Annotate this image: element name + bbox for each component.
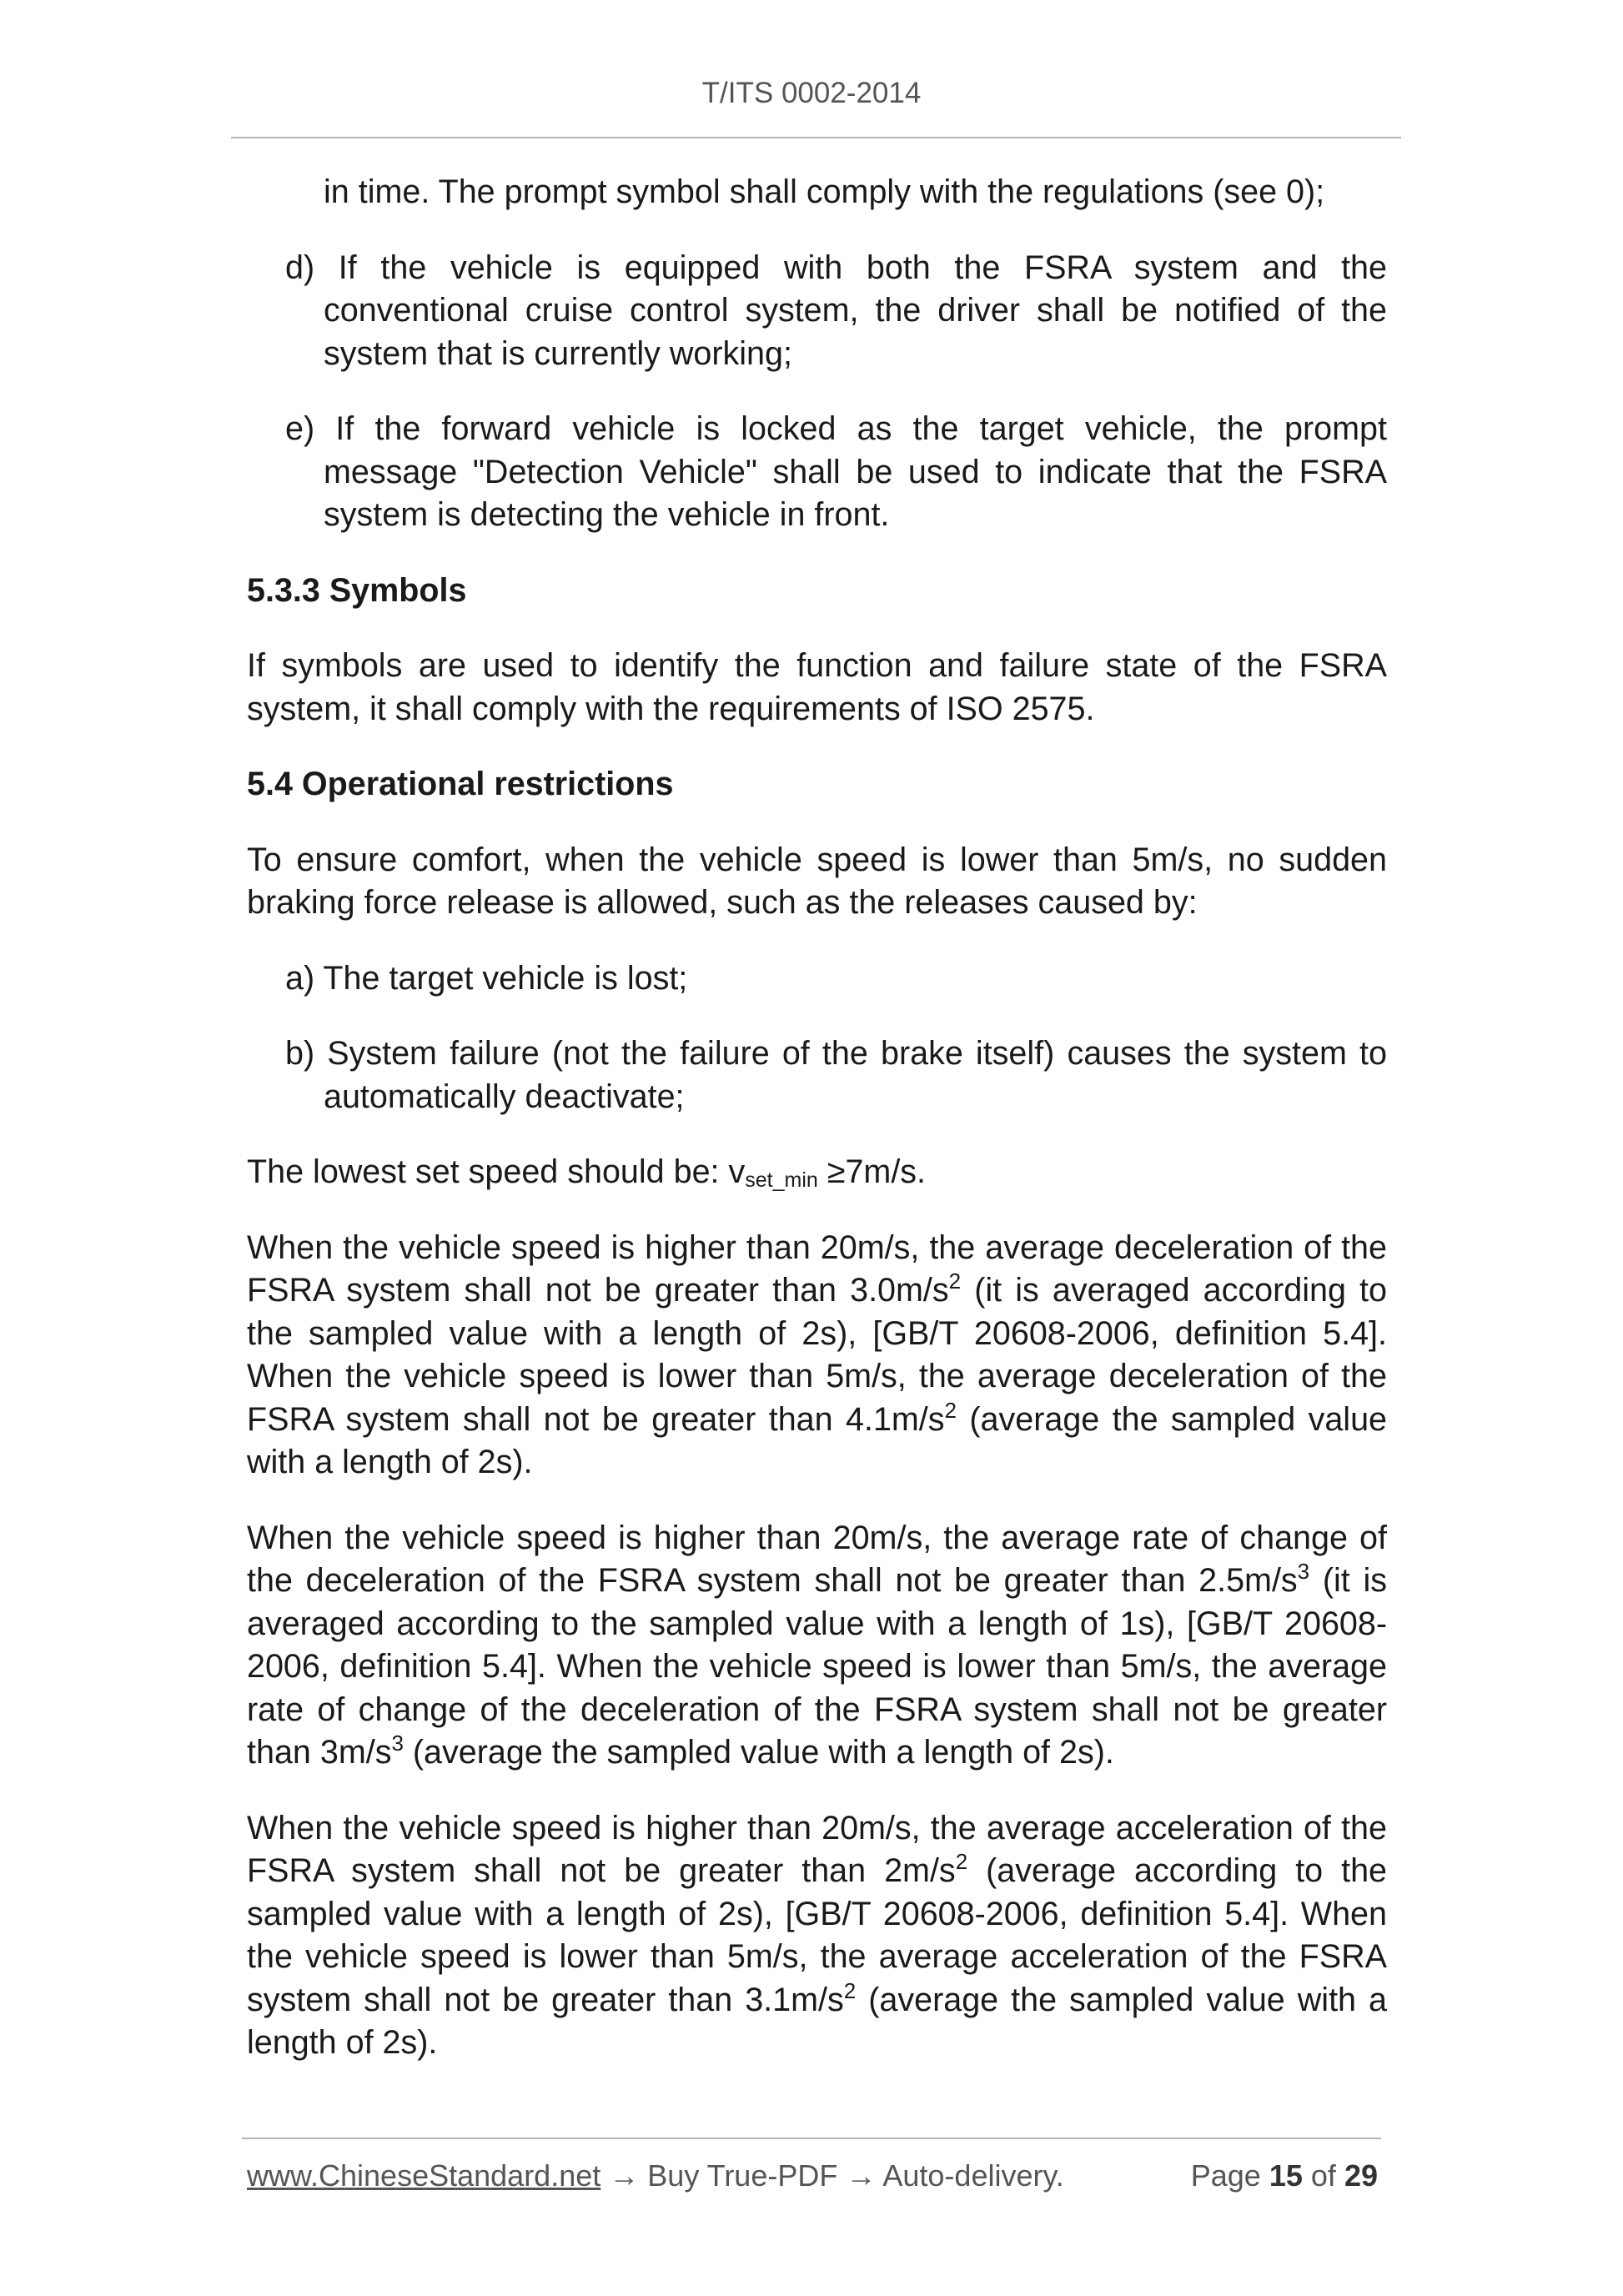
list-item-d: d) If the vehicle is equipped with both the FSRA system and the conventional cruise control system, the driver shall be notified of the system that is currently working;	[285, 249, 1387, 372]
list-item-e: e) If the forward vehicle is locked as the target vehicle, the prompt message "Detection Vehicle" shall be used to indicate that the FSRA system is detecting the vehicle in front.	[285, 410, 1387, 533]
list-item-b: b) System failure (not the failure of the brake itself) causes the system to automatically deactivate;	[285, 1035, 1387, 1115]
total-pages: 29	[1344, 2158, 1378, 2193]
rate-exponent-1: 3	[1297, 1559, 1310, 1584]
arrow-icon: →	[609, 2158, 640, 2193]
paragraph-lowest-speed	[247, 1151, 1387, 1194]
of-label: of	[1310, 2158, 1336, 2193]
section-heading-5-4: 5.4 Operational restrictions	[247, 766, 674, 802]
decel-exponent-2: 2	[944, 1397, 957, 1423]
document-header: T/ITS 0002-2014	[701, 77, 922, 109]
footer-divider	[242, 2138, 1381, 2139]
page-content	[247, 171, 1387, 2098]
rate-text-3: (average the sampled value with a length of 2s).	[403, 1734, 1114, 1771]
paragraph-decel-rate	[247, 1517, 1387, 1775]
decel-text-2: (it is averaged according to the sampled value with a length of 2s), [GB/T 20608-2006, definition 5.4]. When the vehicle speed is lower than 5m/s, the average deceleration of the FSRA system shall not be greater than 4.1m/s	[247, 1272, 1387, 1438]
accel-text-2: (average according to the sampled value with a length of 2s), [GB/T 20608-2006, definition 5.4]. When the vehicle speed is lower than 5m/s, the average acceleration of the FSRA system shall not be greater than 3.1m/s	[247, 1852, 1388, 2018]
delivery-text: Auto-delivery.	[882, 2158, 1064, 2193]
page-label: Page	[1190, 2158, 1261, 2193]
accel-text-3: (average the sampled value with a length of 2s).	[247, 1981, 1387, 2061]
header-divider	[231, 137, 1401, 138]
arrow-icon: →	[846, 2158, 877, 2193]
rate-text-2: (it is averaged according to the sampled value with a length of 1s), [GB/T 20608-2006, definition 5.4]. When the vehicle speed is lower than 5m/s, the average rate of change of the deceleration of the FSRA system shall not be greater than 3m/s	[247, 1562, 1387, 1771]
accel-exponent-1: 2	[955, 1849, 968, 1874]
paragraph-acceleration	[247, 1807, 1387, 2065]
decel-exponent-1: 2	[948, 1269, 962, 1294]
page-counter	[1191, 2158, 1378, 2193]
buy-link-text: Buy True-PDF	[647, 2158, 838, 2193]
paragraph-symbols: If symbols are used to identify the function and failure state of the FSRA system, it shall comply with the requirements of ISO 2575.	[247, 647, 1387, 727]
speed-subscript: set_min	[745, 1168, 818, 1192]
page-footer	[247, 2158, 1378, 2193]
paragraph-deceleration	[247, 1227, 1387, 1485]
accel-text-1: When the vehicle speed is higher than 20m/s, the average acceleration of the FSRA system shall not be greater than 2m/s	[247, 1809, 1387, 1889]
lowest-speed-text: The lowest set speed should be: v	[247, 1153, 746, 1190]
paragraph-comfort: To ensure comfort, when the vehicle speed is lower than 5m/s, no sudden braking force release is allowed, such as the releases caused by:	[247, 841, 1387, 921]
decel-text-3: (average the sampled value with a length of 2s).	[247, 1400, 1388, 1480]
list-item-a: a) The target vehicle is lost;	[285, 959, 688, 997]
rate-text-1: When the vehicle speed is higher than 20m/s, the average rate of change of the deceleration of the FSRA system shall not be greater than 2.5m/s	[247, 1519, 1387, 1599]
current-page: 15	[1269, 2158, 1303, 2193]
list-item-c-continuation: in time. The prompt symbol shall comply with the regulations (see 0);	[324, 173, 1325, 210]
section-heading-5-3-3: 5.3.3 Symbols	[247, 571, 467, 609]
website-link[interactable]: www.ChineseStandard.net	[247, 2158, 601, 2193]
lowest-speed-value: ≥7m/s.	[817, 1153, 927, 1190]
accel-exponent-2: 2	[843, 1977, 857, 2003]
rate-exponent-2: 3	[391, 1731, 404, 1756]
decel-text-1: When the vehicle speed is higher than 20m/s, the average deceleration of the FSRA system shall not be greater than 3.0m/s	[247, 1228, 1387, 1309]
